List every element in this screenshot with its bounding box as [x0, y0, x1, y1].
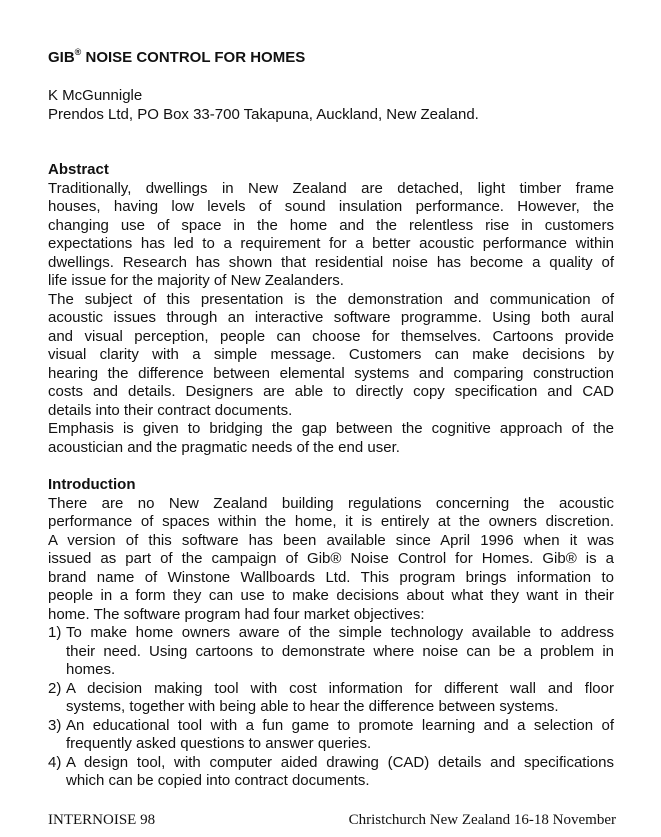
abstract-line: hearing the difference between elemental systems and comparing construction — [48, 364, 614, 382]
list-item-line: An educational tool with a fun game to promote learning and a selection of — [66, 716, 614, 734]
list-item — [48, 717, 614, 754]
author-name: K McGunnigle — [48, 87, 143, 104]
introduction-heading: Introduction — [48, 476, 136, 493]
list-item — [48, 680, 614, 717]
introduction-section — [48, 476, 614, 791]
list-item — [48, 754, 614, 791]
list-item-number: 4) — [48, 753, 62, 771]
abstract-line: Emphasis is given to bridging the gap between the cognitive approach of the — [48, 420, 614, 437]
introduction-line: A version of this software has been available since April 1996 when it was — [48, 531, 614, 549]
abstract-line: dwellings. Research has shown that residential noise has become a quality of — [48, 253, 614, 271]
author-affiliation: Prendos Ltd, PO Box 33-700 Takapuna, Auckland, New Zealand. — [48, 106, 479, 123]
title-prefix: GIB — [48, 49, 75, 66]
introduction-line: issued as part of the campaign of Gib® Noise Control for Homes. Gib® is a — [48, 550, 614, 567]
abstract-line: costs and details. Designers are able to directly copy specification and CAD — [48, 383, 614, 400]
objectives-list — [48, 624, 614, 791]
abstract-line: Traditionally, dwellings in New Zealand are detached, light timber frame — [48, 179, 614, 197]
footer-location-dates: Christchurch New Zealand 16-18 November — [348, 812, 616, 828]
title-rest: NOISE CONTROL FOR HOMES — [81, 49, 306, 66]
list-item-line: homes. — [66, 661, 116, 678]
list-item-number: 1) — [48, 624, 62, 641]
abstract-line: acoustic issues through an interactive software programme. Using both aural — [48, 309, 614, 326]
abstract-line: changing use of space in the home and the relentless rise in customers — [48, 216, 614, 234]
footer-conference: INTERNOISE 98 — [48, 812, 156, 828]
list-item-line: their need. Using cartoons to demonstrate where noise can be a problem in — [66, 642, 614, 660]
title-registered-mark: ® — [74, 47, 82, 57]
abstract-line: visual clarity with a simple message. Customers can make decisions by — [48, 346, 614, 363]
introduction-line: brand name of Winstone Wallboards Ltd. This program brings information to — [48, 568, 614, 586]
list-item-line: which can be copied into contract documents. — [66, 772, 370, 789]
list-item-line: A decision making tool with cost information for different wall and floor — [66, 679, 614, 697]
list-item-line: To make home owners aware of the simple technology available to address — [66, 624, 614, 641]
introduction-line: people in a form they can use to make decisions about what they want in their — [48, 587, 614, 604]
abstract-line: details into their contract documents. — [48, 401, 293, 419]
abstract-line: life issue for the majority of New Zealanders. — [48, 272, 344, 289]
list-item-number: 3) — [48, 716, 62, 734]
list-item — [48, 624, 614, 680]
introduction-line: There are no New Zealand building regulations concerning the acoustic — [48, 494, 614, 512]
abstract-line: houses, having low levels of sound insulation performance. However, the — [48, 198, 614, 215]
list-item-line: systems, together with being able to hear the difference between systems. — [66, 698, 559, 715]
list-item-line: A design tool, with computer aided drawing (CAD) details and specifications — [66, 753, 614, 771]
abstract-line: The subject of this presentation is the demonstration and communication of — [48, 290, 614, 308]
abstract-heading: Abstract — [48, 161, 109, 178]
introduction-line: performance of spaces within the home, it is entirely at the owners discretion. — [48, 513, 614, 530]
list-item-line: frequently asked questions to answer queries. — [66, 735, 372, 752]
abstract-line: acoustician and the pragmatic needs of the end user. — [48, 438, 400, 456]
introduction-line: home. The software program had four market objectives: — [48, 605, 425, 623]
abstract-line: expectations has led to a requirement for a better acoustic performance within — [48, 235, 614, 252]
paper-title — [48, 48, 305, 66]
author-block — [48, 86, 479, 124]
abstract-line: and visual perception, people can choose for themselves. Cartoons provide — [48, 327, 614, 345]
abstract-section — [48, 161, 614, 457]
list-item-number: 2) — [48, 679, 62, 697]
